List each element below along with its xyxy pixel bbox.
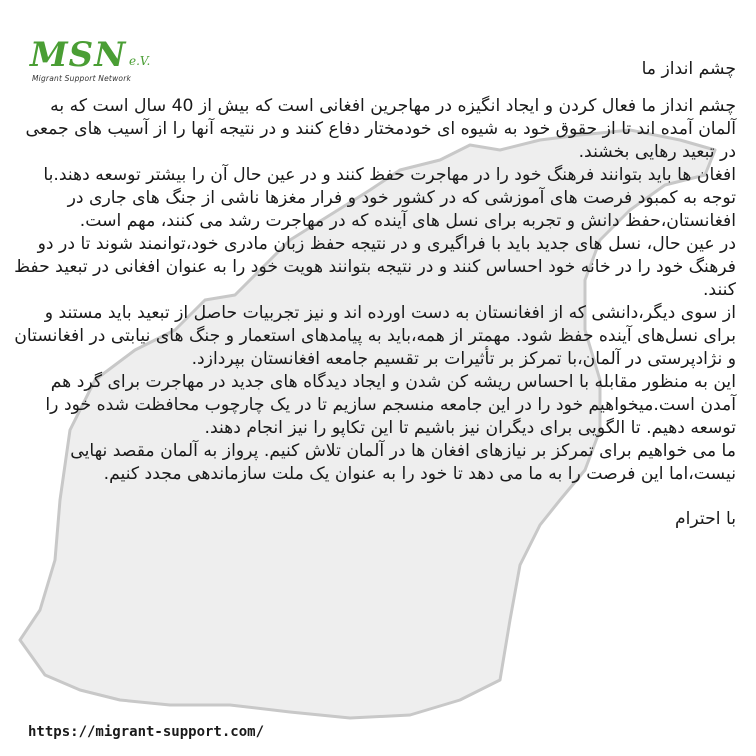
- website-link[interactable]: https://migrant-support.com/: [28, 724, 265, 740]
- logo-suffix: e.V.: [129, 54, 151, 68]
- logo-mark: MSN: [30, 35, 127, 75]
- msn-logo: [28, 35, 158, 88]
- letter-title: چشم انداز ما: [641, 59, 736, 79]
- paragraph-2: افغان ها باید بتوانند فرهنگ خود را در مهاجرت حفظ کنند و در عین حال آن را بیشتر توسعه دهند.با توجه به کمبود فرصت های آموزشی که در کشور خود و فرار مغزها ناشی از جنگ های جاری در افغانستان،حفظ دانش و تجربه برای نسل های آینده که در مهاجرت رشد می کنند، مهم است.: [43, 165, 736, 231]
- paragraph-5: این به منظور مقابله با احساس ریشه کن شدن و ایجاد دیدگاه های جدید در مهاجرت برای گرد هم آمدن است.میخواهیم خود را در این جامعه منسجم سازیم تا در یک چارچوب محافظت شده خود را توسعه دهیم. تا الگویی برای دیگران نیز باشیم تا این تکاپو را نیز انجام دهند.: [45, 372, 736, 438]
- paragraph-6: ما می خواهیم برای تمرکز بر نیازهای افغان ها در آلمان تلاش کنیم. پرواز به آلمان مقصد نهایی نیست،اما این فرصت را به ما می دهد تا خود را به عنوان یک ملت سازماندهی مجدد کنیم.: [70, 441, 736, 484]
- closing-salutation: با احترام: [675, 509, 736, 529]
- paragraph-1: چشم انداز ما فعال کردن و ایجاد انگیزه در مهاجرین افغانی است که بیش از 40 سال است که به آلمان آمده اند تا از حقوق خود به شیوه ای خودمختار دفاع کنند و در نتیجه آنها را از آسیب های جمعی در تبعید رهایی بخشند.: [25, 96, 736, 162]
- letter-body: [14, 58, 736, 531]
- logo-org-name: Migrant Support Network: [32, 74, 132, 83]
- paragraph-3: در عین حال، نسل های جدید باید با فراگیری و در نتیجه حفظ زبان مادری خود،توانمند شوند تا در دو فرهنگ خود را در خانه خود احساس کنند و در نتیجه بتوانند هویت خود را به عنوان افغانی در تبعید حفظ کنند.: [14, 234, 736, 300]
- paragraph-4: از سوی دیگر،دانشی که از افغانستان به دست اورده اند و نیز تجربیات حاصل از تبعید باید مستند و برای نسل‌های آینده حفظ شود. مهمتر از همه،باید به پیامدهای استعمار و جنگ های نیابتی در افغانستان و نژادپرستی در آلمان،با تمرکز بر تأثیرات بر تقسیم جامعه افغانستان بپردازد.: [14, 303, 736, 369]
